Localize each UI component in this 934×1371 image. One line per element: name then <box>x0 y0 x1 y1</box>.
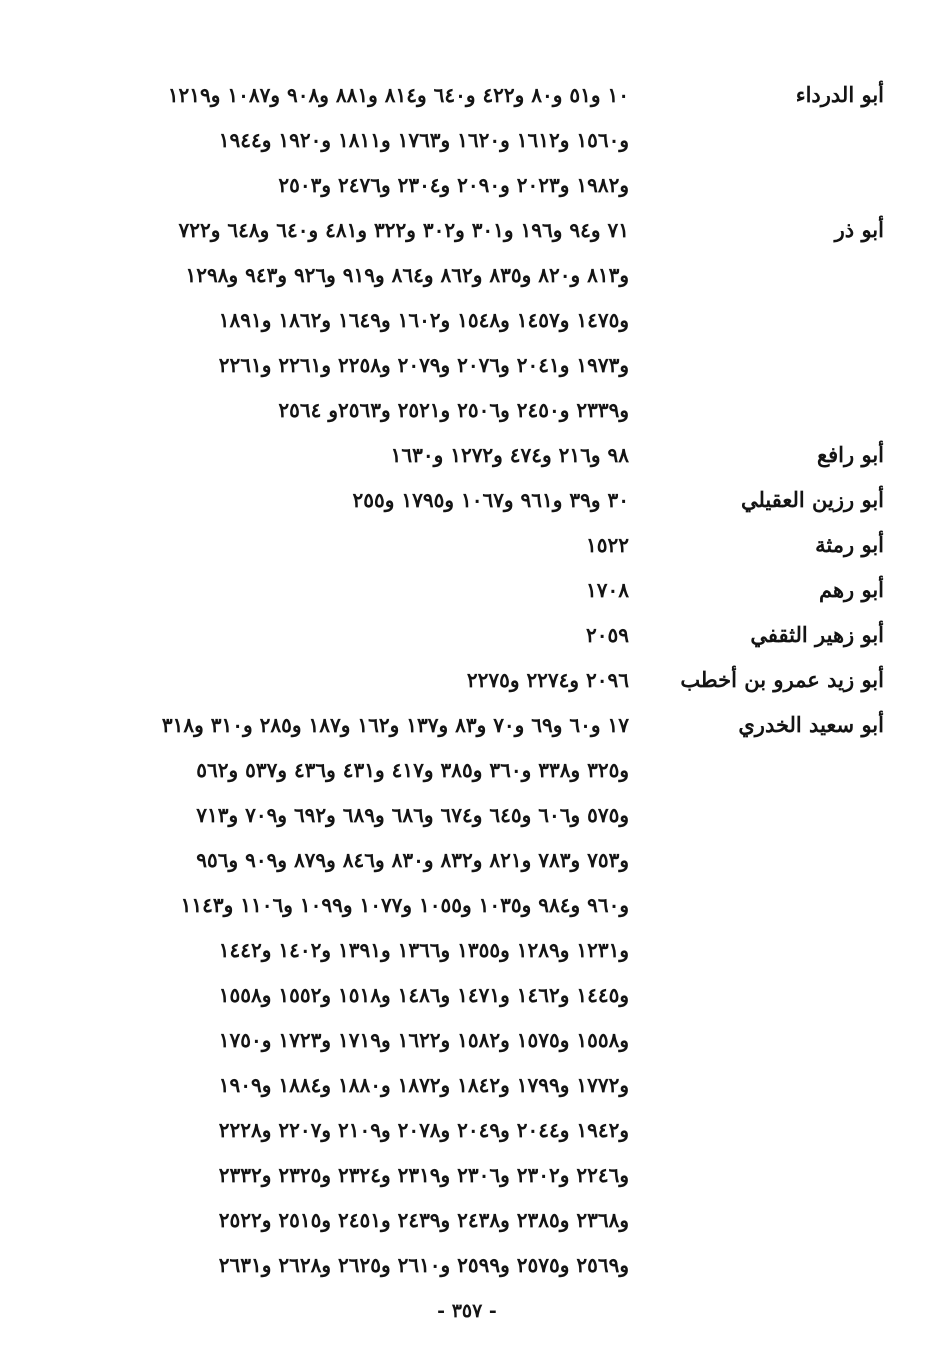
index-entry-line <box>34 117 884 162</box>
narrator-name: أبو رهم <box>818 577 884 602</box>
hadith-references: و١٥٥٨ و١٥٧٥ و١٥٨٢ و١٦٢٢ و١٧١٩ و١٧٢٣ و١٧٥٠ <box>218 1027 629 1052</box>
hadith-references: و١٩٧٣ و٢٠٤١ و٢٠٧٦ و٢٠٧٩ و٢٢٥٨ و٢٢٦١ و٢٢٦١ <box>218 352 629 377</box>
narrator-name: أبو زهير الثقفي <box>750 622 884 647</box>
index-entry-line <box>34 1197 884 1242</box>
hadith-references: ١٠ و٥١ و٨٠ و٤٢٢ و٦٤٠ و٨١٤ و٨٨١ و٩٠٨ و١٠٨٧ و١٢١٩ <box>167 82 629 107</box>
index-entry-line <box>34 1107 884 1152</box>
narrator-name: أبو زيد عمرو بن أخطب <box>680 667 884 692</box>
index-entry-line <box>34 162 884 207</box>
index-entry-line <box>34 612 884 657</box>
index-entry-line <box>34 342 884 387</box>
index-entry-line <box>34 1152 884 1197</box>
hadith-references: ١٧ و٦٠ و٦٩ و٧٠ و٨٣ و١٣٧ و١٦٢ و١٨٧ و٢٨٥ و٣١٠ و٣١٨ <box>161 712 629 737</box>
index-entry-line <box>34 477 884 522</box>
narrator-name: أبو الدرداء <box>795 82 884 107</box>
narrator-name: أبو رافع <box>816 442 884 467</box>
hadith-references: و٥٧٥ و٦٠٦ و٦٤٥ و٦٧٤ و٦٨٦ و٦٨٩ و٦٩٢ و٧٠٩ و٧١٣ <box>196 802 629 827</box>
narrator-index <box>34 72 884 1287</box>
index-entry-line <box>34 297 884 342</box>
hadith-references: و١٧٧٢ و١٧٩٩ و١٨٤٢ و١٨٧٢ و١٨٨٠ و١٨٨٤ و١٩٠٩ <box>218 1072 629 1097</box>
hadith-references: و٢٣٦٨ و٢٣٨٥ و٢٤٣٨ و٢٤٣٩ و٢٤٥١ و٢٥١٥ و٢٥٢٢ <box>218 1207 629 1232</box>
narrator-name: أبو ذر <box>834 217 884 242</box>
hadith-references: و٢٥٦٩ و٢٥٧٥ و٢٥٩٩ و٢٦١٠ و٢٦٢٥ و٢٦٢٨ و٢٦٣١ <box>218 1252 629 1277</box>
index-entry-line <box>34 747 884 792</box>
hadith-references: و٩٦٠ و٩٨٤ و١٠٣٥ و١٠٥٥ و١٠٧٧ و١٠٩٩ و١١٠٦ و١١٤٣ <box>180 892 629 917</box>
hadith-references: ٣٠ و٣٩ و٩٦١ و١٠٦٧ و١٧٩٥ و٢٥٥ <box>352 487 629 512</box>
index-entry-line <box>34 792 884 837</box>
hadith-references: ٩٨ و٢١٦ و٤٧٤ و١٢٧٢ و١٦٣٠ <box>390 442 629 467</box>
hadith-references: و١٥٦٠ و١٦١٢ و١٦٢٠ و١٧٦٣ و١٨١١ و١٩٢٠ و١٩٤٤ <box>218 127 629 152</box>
index-entry-line <box>34 972 884 1017</box>
hadith-references: و١٢٣١ و١٢٨٩ و١٣٥٥ و١٣٦٦ و١٣٩١ و١٤٠٢ و١٤٤٢ <box>218 937 629 962</box>
index-entry-line <box>34 522 884 567</box>
hadith-references: و٢٢٤٦ و٢٣٠٢ و٢٣٠٦ و٢٣١٩ و٢٣٢٤ و٢٣٢٥ و٢٣٣٢ <box>218 1162 629 1187</box>
index-entry-line <box>34 207 884 252</box>
index-entry-line <box>34 1017 884 1062</box>
index-entry-line <box>34 567 884 612</box>
index-entry-line <box>34 1242 884 1287</box>
index-entry-line <box>34 432 884 477</box>
hadith-references: ١٥٢٢ <box>586 532 629 557</box>
index-entry-line <box>34 252 884 297</box>
hadith-references: و١٤٧٥ و١٤٥٧ و١٥٤٨ و١٦٠٢ و١٦٤٩ و١٨٦٢ و١٨٩١ <box>218 307 629 332</box>
index-entry-line <box>34 72 884 117</box>
hadith-references: و٢٣٣٩ و٢٤٥٠ و٢٥٠٦ و٢٥٢١ و٢٥٦٣و ٢٥٦٤ <box>278 397 629 422</box>
hadith-references: و١٩٨٢ و٢٠٢٣ و٢٠٩٠ و٢٣٠٤ و٢٤٧٦ و٢٥٠٣ <box>278 172 629 197</box>
narrator-name: أبو رزين العقيلي <box>740 487 884 512</box>
hadith-references: و١٤٤٥ و١٤٦٢ و١٤٧١ و١٤٨٦ و١٥١٨ و١٥٥٢ و١٥٥٨ <box>218 982 629 1007</box>
index-entry-line <box>34 702 884 747</box>
narrator-name: أبو سعيد الخدري <box>738 712 884 737</box>
hadith-references: ٧١ و٩٤ و١٩٦ و٣٠١ و٣٠٢ و٣٢٢ و٤٨١ و٦٤٠ و٦٤٨ و٧٢٢ <box>178 217 629 242</box>
narrator-name: أبو رمثة <box>815 532 884 557</box>
hadith-references: ٢٠٥٩ <box>586 622 629 647</box>
hadith-references: و٧٥٣ و٧٨٣ و٨٢١ و٨٣٢ و٨٣٠ و٨٤٦ و٨٧٩ و٩٠٩ و٩٥٦ <box>196 847 629 872</box>
hadith-references: و٣٢٥ و٣٣٨ و٣٦٠ و٣٨٥ و٤١٧ و٤٣١ و٤٣٦ و٥٣٧ و٥٦٢ <box>196 757 629 782</box>
hadith-references: و١٩٤٢ و٢٠٤٤ و٢٠٤٩ و٢٠٧٨ و٢١٠٩ و٢٢٠٧ و٢٢٢٨ <box>218 1117 629 1142</box>
index-entry-line <box>34 1062 884 1107</box>
page-number: - ٣٥٧ - <box>437 1300 497 1322</box>
index-entry-line <box>34 387 884 432</box>
hadith-references: ٢٠٩٦ و٢٢٧٤ و٢٢٧٥ <box>466 667 629 692</box>
hadith-references: و٨١٣ و٨٢٠ و٨٣٥ و٨٦٢ و٨٦٤ و٩١٩ و٩٢٦ و٩٤٣ و١٢٩٨ <box>185 262 629 287</box>
hadith-references: ١٧٠٨ <box>586 577 629 602</box>
index-entry-line <box>34 657 884 702</box>
index-entry-line <box>34 837 884 882</box>
index-entry-line <box>34 927 884 972</box>
index-entry-line <box>34 882 884 927</box>
